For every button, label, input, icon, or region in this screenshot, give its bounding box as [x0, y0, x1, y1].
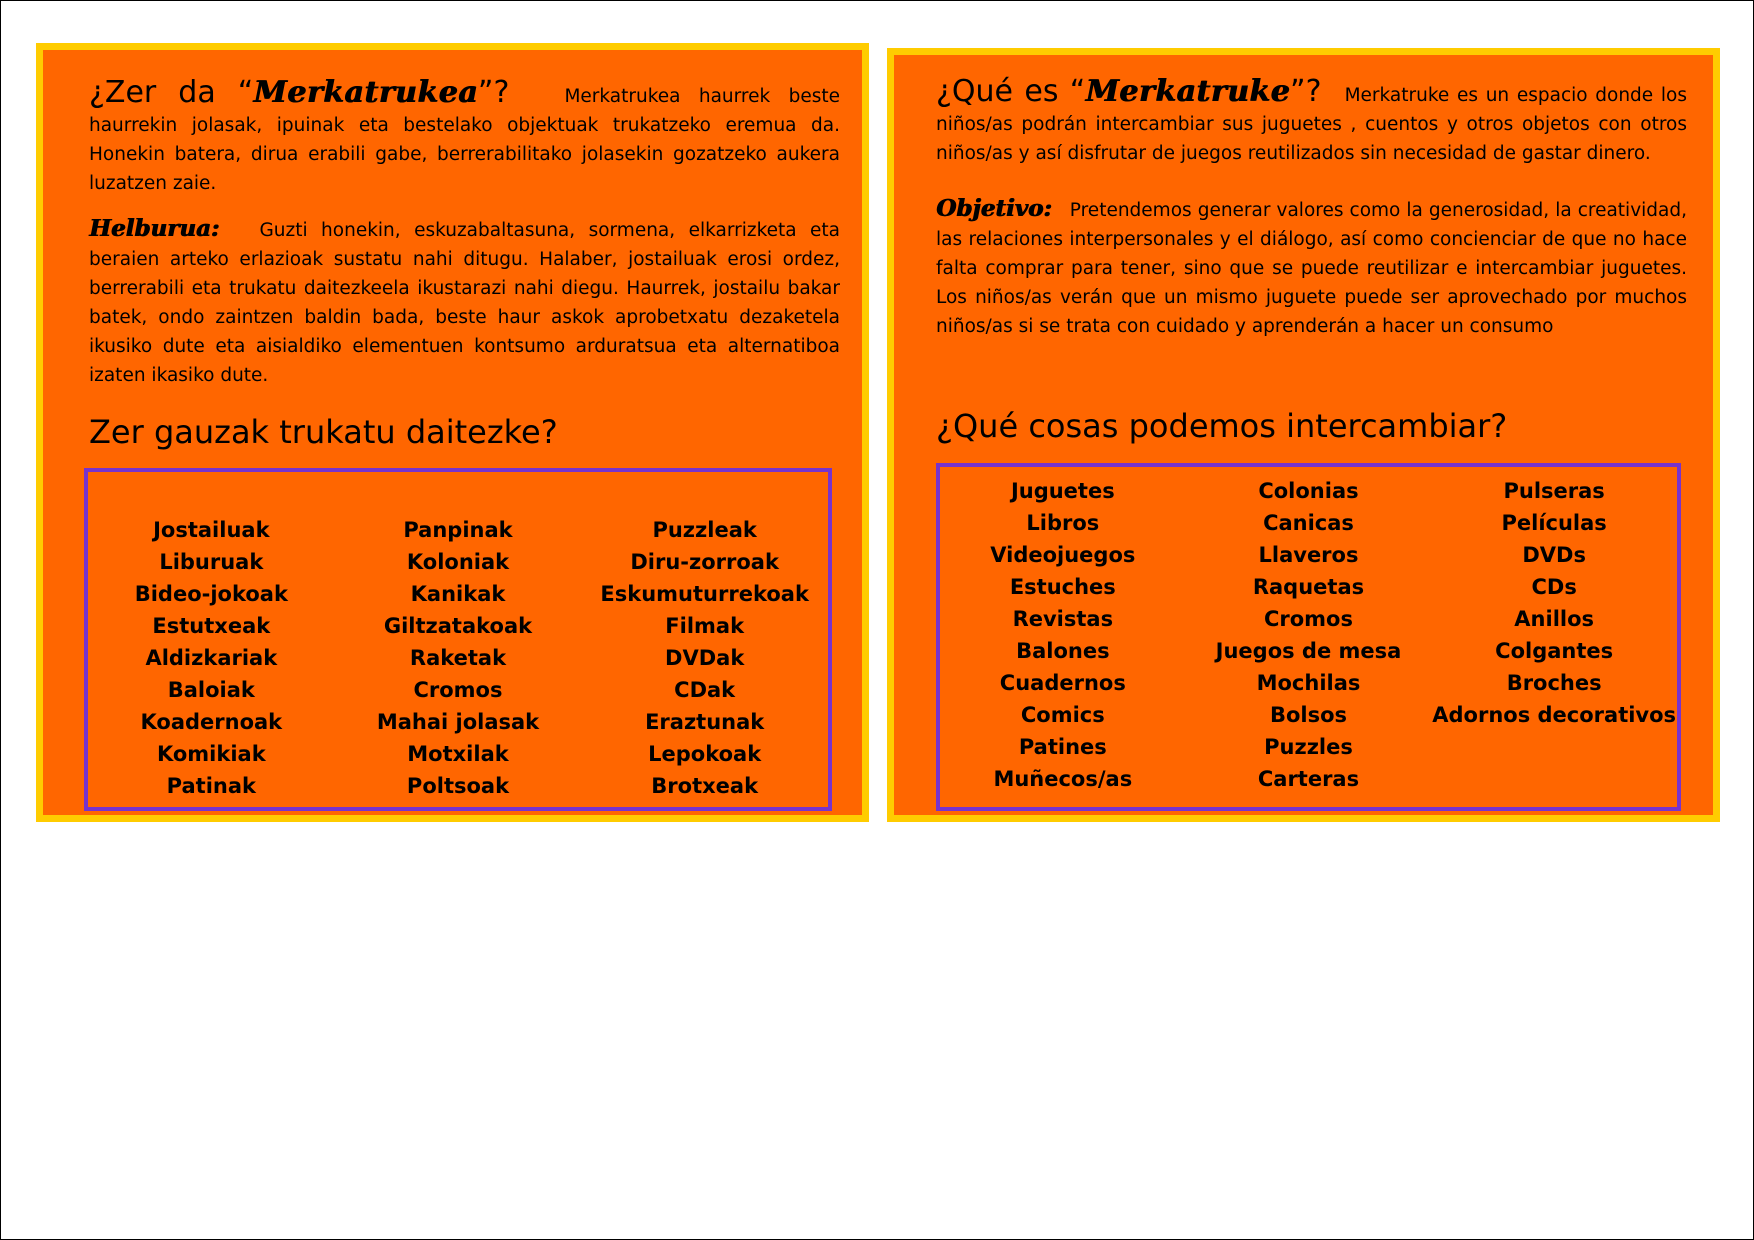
exchange-item: Cromos — [1263, 607, 1353, 631]
exchange-item: Mochilas — [1256, 671, 1361, 695]
exchange-item: Estuches — [1009, 575, 1116, 599]
basque-items-column-2 — [335, 514, 582, 802]
basque-intro-text: Merkatrukea haurrek beste haurrekin jolasak, ipuinak eta bestelako objektuak trukatzeko eremua da. Honekin batera, dirua erabili gabe, berrerabilitako jolasekin gozatzeko aukera luzatzen zaie. — [89, 86, 840, 194]
spanish-items-heading: ¿Qué cosas podemos intercambiar? — [936, 407, 1508, 445]
basque-brand: Merkatrukea — [253, 75, 478, 110]
spanish-objective-colon: : — [1043, 195, 1052, 222]
exchange-item: Aldizkariak — [145, 646, 278, 670]
exchange-item: Cuadernos — [999, 671, 1126, 695]
basque-question-suffix: ”? — [477, 75, 510, 110]
exchange-item: Panpinak — [403, 518, 513, 542]
spanish-items-column-3 — [1431, 475, 1677, 795]
basque-objective-text: Guzti honekin, eskuzabaltasuna, sormena, elkarrizketa eta beraien arteko erlazioak sustatu nahi ditugu. Halaber, jostailuak erosi ordez, berrerabili eta trukatu daitezkeela ikustarazi nahi diegu. Haurrek, jostailu bakar batek, ondo zaintzen baldin bada, beste haur askok aprobetxatu dezaketela ikusiko dute eta aisialdiko elementuen kontsumo arduratsua eta alternatiboa izaten ikasiko dute. — [89, 220, 840, 386]
basque-items-grid — [88, 514, 828, 802]
exchange-item: Canicas — [1263, 511, 1354, 535]
basque-intro-paragraph — [89, 75, 840, 198]
basque-objective-label: Helburua — [89, 215, 211, 242]
exchange-item: Baloiak — [167, 678, 255, 702]
exchange-item: Puzzleak — [652, 518, 757, 542]
basque-objective-colon: : — [210, 215, 220, 242]
exchange-item: CDs — [1531, 575, 1577, 599]
exchange-item: DVDak — [665, 646, 745, 670]
spanish-items-column-2 — [1186, 475, 1432, 795]
spanish-intro-paragraph — [936, 74, 1687, 168]
exchange-item: Giltzatakoak — [383, 614, 533, 638]
exchange-item: Bolsos — [1269, 703, 1348, 727]
exchange-item: Raquetas — [1252, 575, 1365, 599]
exchange-item: Adornos decorativos — [1432, 703, 1677, 727]
spanish-intro — [936, 74, 1687, 357]
exchange-item: Anillos — [1514, 607, 1595, 631]
exchange-item: DVDs — [1522, 543, 1586, 567]
exchange-item: Juegos de mesa — [1215, 639, 1402, 663]
exchange-item: Koloniak — [406, 550, 510, 574]
exchange-item: Videojuegos — [990, 543, 1136, 567]
exchange-item: Motxilak — [407, 742, 509, 766]
spanish-objective-paragraph — [936, 194, 1687, 341]
exchange-item: Patines — [1018, 735, 1107, 759]
exchange-item: Estutxeak — [152, 614, 271, 638]
basque-items-column-1 — [88, 514, 335, 802]
basque-items-column-3 — [581, 514, 828, 802]
exchange-item: Patinak — [166, 774, 256, 798]
exchange-item: Koadernoak — [140, 710, 283, 734]
exchange-item: Colgantes — [1495, 639, 1614, 663]
exchange-item: Mahai jolasak — [376, 710, 540, 734]
basque-panel — [36, 43, 869, 822]
exchange-item: Raketak — [409, 646, 507, 670]
basque-intro — [89, 75, 840, 406]
spanish-items-box — [936, 463, 1681, 811]
exchange-item: Diru-zorroak — [630, 550, 779, 574]
exchange-item: Películas — [1501, 511, 1607, 535]
basque-question — [89, 75, 509, 110]
exchange-item: Brotxeak — [651, 774, 759, 798]
spanish-question — [936, 74, 1322, 109]
exchange-item: Libros — [1026, 511, 1100, 535]
exchange-item: Puzzles — [1264, 735, 1353, 759]
exchange-item: Juguetes — [1010, 479, 1115, 503]
exchange-item: Comics — [1020, 703, 1105, 727]
spanish-items-column-1 — [940, 475, 1186, 795]
exchange-item: Bideo-jokoak — [134, 582, 288, 606]
spanish-brand: Merkatruke — [1085, 74, 1291, 109]
exchange-item: Jostailuak — [153, 518, 270, 542]
exchange-item: Eskumuturrekoak — [600, 582, 809, 606]
basque-items-box — [84, 468, 832, 811]
exchange-item: CDak — [674, 678, 736, 702]
spanish-question-prefix: ¿Qué es “ — [936, 74, 1086, 109]
spanish-panel — [887, 48, 1720, 822]
spanish-question-suffix: ”? — [1290, 74, 1322, 109]
exchange-item: Filmak — [665, 614, 745, 638]
spanish-objective-text: Pretendemos generar valores como la generosidad, la creatividad, las relaciones interpersonales y el diálogo, así como concienciar de que no hace falta comprar para tener, sino que se puede reutilizar e intercambiar juguetes. Los niños/as verán que un mismo juguete puede ser aprovechado por muchos niños/as si se trata con cuidado y aprenderán a hacer un consumo — [936, 200, 1687, 337]
exchange-item: Broches — [1506, 671, 1602, 695]
exchange-item: Muñecos/as — [993, 767, 1133, 791]
exchange-item: Revistas — [1012, 607, 1114, 631]
exchange-item: Lepokoak — [648, 742, 762, 766]
exchange-item: Poltsoak — [406, 774, 510, 798]
exchange-item: Llaveros — [1258, 543, 1359, 567]
exchange-item: Carteras — [1257, 767, 1360, 791]
exchange-item: Kanikak — [410, 582, 506, 606]
exchange-item: Liburuak — [159, 550, 264, 574]
exchange-item: Colonias — [1258, 479, 1359, 503]
basque-objective-paragraph — [89, 214, 840, 390]
exchange-item: Komikiak — [156, 742, 266, 766]
spanish-objective-label: Objetivo — [936, 195, 1044, 222]
spanish-intro-text: Merkatruke es un espacio donde los niños/as podrán intercambiar sus juguetes , cuentos y otros objetos con otros niños/as y así disfrutar de juegos reutilizados sin necesidad de gastar dinero. — [936, 85, 1687, 164]
exchange-item: Eraztunak — [645, 710, 765, 734]
basque-question-prefix: ¿Zer da “ — [89, 75, 254, 110]
exchange-item: Pulseras — [1503, 479, 1605, 503]
basque-items-heading: Zer gauzak trukatu daitezke? — [89, 413, 558, 451]
exchange-item: Cromos — [413, 678, 503, 702]
spanish-items-grid — [940, 475, 1677, 795]
exchange-item: Balones — [1016, 639, 1110, 663]
